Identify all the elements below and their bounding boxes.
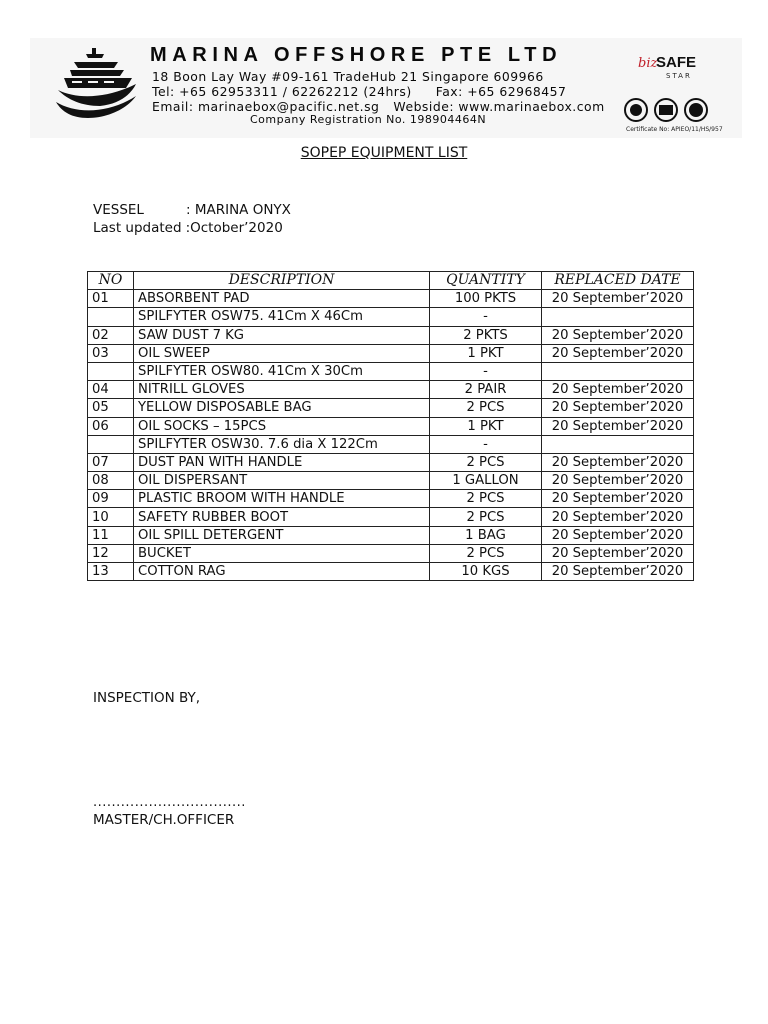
table-row xyxy=(88,472,694,490)
cell-no: 03 xyxy=(88,344,134,362)
cell-no xyxy=(88,308,134,326)
cell-description: YELLOW DISPOSABLE BAG xyxy=(134,399,430,417)
certificate-number: Certificate No: APIEO/11/HS/957 xyxy=(626,126,723,133)
cell-no: 06 xyxy=(88,417,134,435)
company-contact xyxy=(152,99,605,114)
cell-date xyxy=(542,308,694,326)
cell-no: 08 xyxy=(88,472,134,490)
table-row xyxy=(88,563,694,581)
cell-description: OIL SPILL DETERGENT xyxy=(134,526,430,544)
cell-date: 20 September’2020 xyxy=(542,490,694,508)
inspection-label: INSPECTION BY, xyxy=(93,690,201,706)
cell-date: 20 September’2020 xyxy=(542,417,694,435)
cell-description: SAW DUST 7 KG xyxy=(134,326,430,344)
cell-quantity: 1 GALLON xyxy=(430,472,542,490)
table-row xyxy=(88,326,694,344)
header-quantity: QUANTITY xyxy=(430,272,542,290)
cell-no xyxy=(88,362,134,380)
cell-date: 20 September’2020 xyxy=(542,326,694,344)
cell-date xyxy=(542,435,694,453)
cell-description: ABSORBENT PAD xyxy=(134,290,430,308)
cell-no xyxy=(88,435,134,453)
table-row xyxy=(88,490,694,508)
cell-description: COTTON RAG xyxy=(134,563,430,581)
cell-description: SPILFYTER OSW30. 7.6 dia X 122Cm xyxy=(134,435,430,453)
company-address: 18 Boon Lay Way #09-161 TradeHub 21 Singapore 609966 xyxy=(152,69,544,84)
table-row xyxy=(88,417,694,435)
table-row xyxy=(88,290,694,308)
cell-no: 02 xyxy=(88,326,134,344)
table-header-row xyxy=(88,272,694,290)
cell-description: SAFETY RUBBER BOOT xyxy=(134,508,430,526)
cell-quantity: - xyxy=(430,362,542,380)
cell-description: OIL SWEEP xyxy=(134,344,430,362)
cell-quantity: 2 PKTS xyxy=(430,326,542,344)
company-name: MARINA OFFSHORE PTE LTD xyxy=(150,44,563,66)
cell-description: OIL SOCKS – 15PCS xyxy=(134,417,430,435)
table-row xyxy=(88,435,694,453)
header-no: NO xyxy=(88,272,134,290)
table-row xyxy=(88,362,694,380)
table-row xyxy=(88,508,694,526)
table-row xyxy=(88,381,694,399)
cell-date: 20 September’2020 xyxy=(542,381,694,399)
cell-quantity: 1 PKT xyxy=(430,344,542,362)
cell-quantity: 2 PCS xyxy=(430,490,542,508)
bizsafe-star-text: STAR xyxy=(666,72,692,80)
vessel-value: : MARINA ONYX xyxy=(186,202,291,218)
cell-quantity: 1 PKT xyxy=(430,417,542,435)
cell-quantity: 100 PKTS xyxy=(430,290,542,308)
company-registration: Company Registration No. 198904464N xyxy=(250,113,487,126)
cell-date: 20 September’2020 xyxy=(542,344,694,362)
cell-no: 04 xyxy=(88,381,134,399)
cell-date: 20 September’2020 xyxy=(542,453,694,471)
cell-date: 20 September’2020 xyxy=(542,563,694,581)
equipment-table xyxy=(87,271,694,581)
company-tel: Tel: +65 62953311 / 62262212 (24hrs) xyxy=(152,84,412,99)
cell-date: 20 September’2020 xyxy=(542,526,694,544)
header-description: DESCRIPTION xyxy=(134,272,430,290)
cell-no: 12 xyxy=(88,544,134,562)
bizsafe-safe-text: SAFE xyxy=(656,54,697,71)
cell-no: 13 xyxy=(88,563,134,581)
table-row xyxy=(88,344,694,362)
page-title: SOPEP EQUIPMENT LIST xyxy=(300,145,468,161)
cell-no: 07 xyxy=(88,453,134,471)
cell-no: 05 xyxy=(88,399,134,417)
table-row xyxy=(88,526,694,544)
cell-description: SPILFYTER OSW80. 41Cm X 30Cm xyxy=(134,362,430,380)
cell-description: NITRILL GLOVES xyxy=(134,381,430,399)
cell-date: 20 September’2020 xyxy=(542,508,694,526)
cell-quantity: 2 PCS xyxy=(430,544,542,562)
company-email: Email: marinaebox@pacific.net.sg xyxy=(152,99,380,114)
last-updated-label: Last updated xyxy=(93,220,182,236)
cell-quantity: 2 PCS xyxy=(430,453,542,471)
company-phone-fax xyxy=(152,84,566,99)
last-updated-value: :October’2020 xyxy=(185,220,283,236)
table-row xyxy=(88,308,694,326)
bizsafe-logo xyxy=(638,52,698,86)
cell-no: 11 xyxy=(88,526,134,544)
vessel-label: VESSEL xyxy=(93,202,144,218)
cell-quantity: 2 PCS xyxy=(430,508,542,526)
cell-description: SPILFYTER OSW75. 41Cm X 46Cm xyxy=(134,308,430,326)
cell-description: OIL DISPERSANT xyxy=(134,472,430,490)
last-updated-row xyxy=(93,220,283,236)
cell-description: BUCKET xyxy=(134,544,430,562)
table-row xyxy=(88,544,694,562)
cell-quantity: - xyxy=(430,308,542,326)
ship-logo-icon xyxy=(52,44,138,122)
cell-no: 01 xyxy=(88,290,134,308)
cell-quantity: 1 BAG xyxy=(430,526,542,544)
bizsafe-biz-text: biz xyxy=(638,56,658,71)
cell-no: 09 xyxy=(88,490,134,508)
signature-line: ................................. xyxy=(93,795,246,810)
cell-quantity: 10 KGS xyxy=(430,563,542,581)
cell-date: 20 September’2020 xyxy=(542,472,694,490)
cell-date: 20 September’2020 xyxy=(542,290,694,308)
cell-quantity: 2 PAIR xyxy=(430,381,542,399)
cell-quantity: - xyxy=(430,435,542,453)
cell-date xyxy=(542,362,694,380)
cell-description: DUST PAN WITH HANDLE xyxy=(134,453,430,471)
cell-quantity: 2 PCS xyxy=(430,399,542,417)
cell-description: PLASTIC BROOM WITH HANDLE xyxy=(134,490,430,508)
cell-date: 20 September’2020 xyxy=(542,399,694,417)
header-replaced-date: REPLACED DATE xyxy=(542,272,694,290)
vessel-row xyxy=(93,202,291,218)
signatory-title: MASTER/CH.OFFICER xyxy=(93,812,235,828)
table-row xyxy=(88,453,694,471)
company-website: Webside: www.marinaebox.com xyxy=(393,99,605,114)
table-row xyxy=(88,399,694,417)
cell-date: 20 September’2020 xyxy=(542,544,694,562)
company-fax: Fax: +65 62968457 xyxy=(435,84,567,99)
cell-no: 10 xyxy=(88,508,134,526)
